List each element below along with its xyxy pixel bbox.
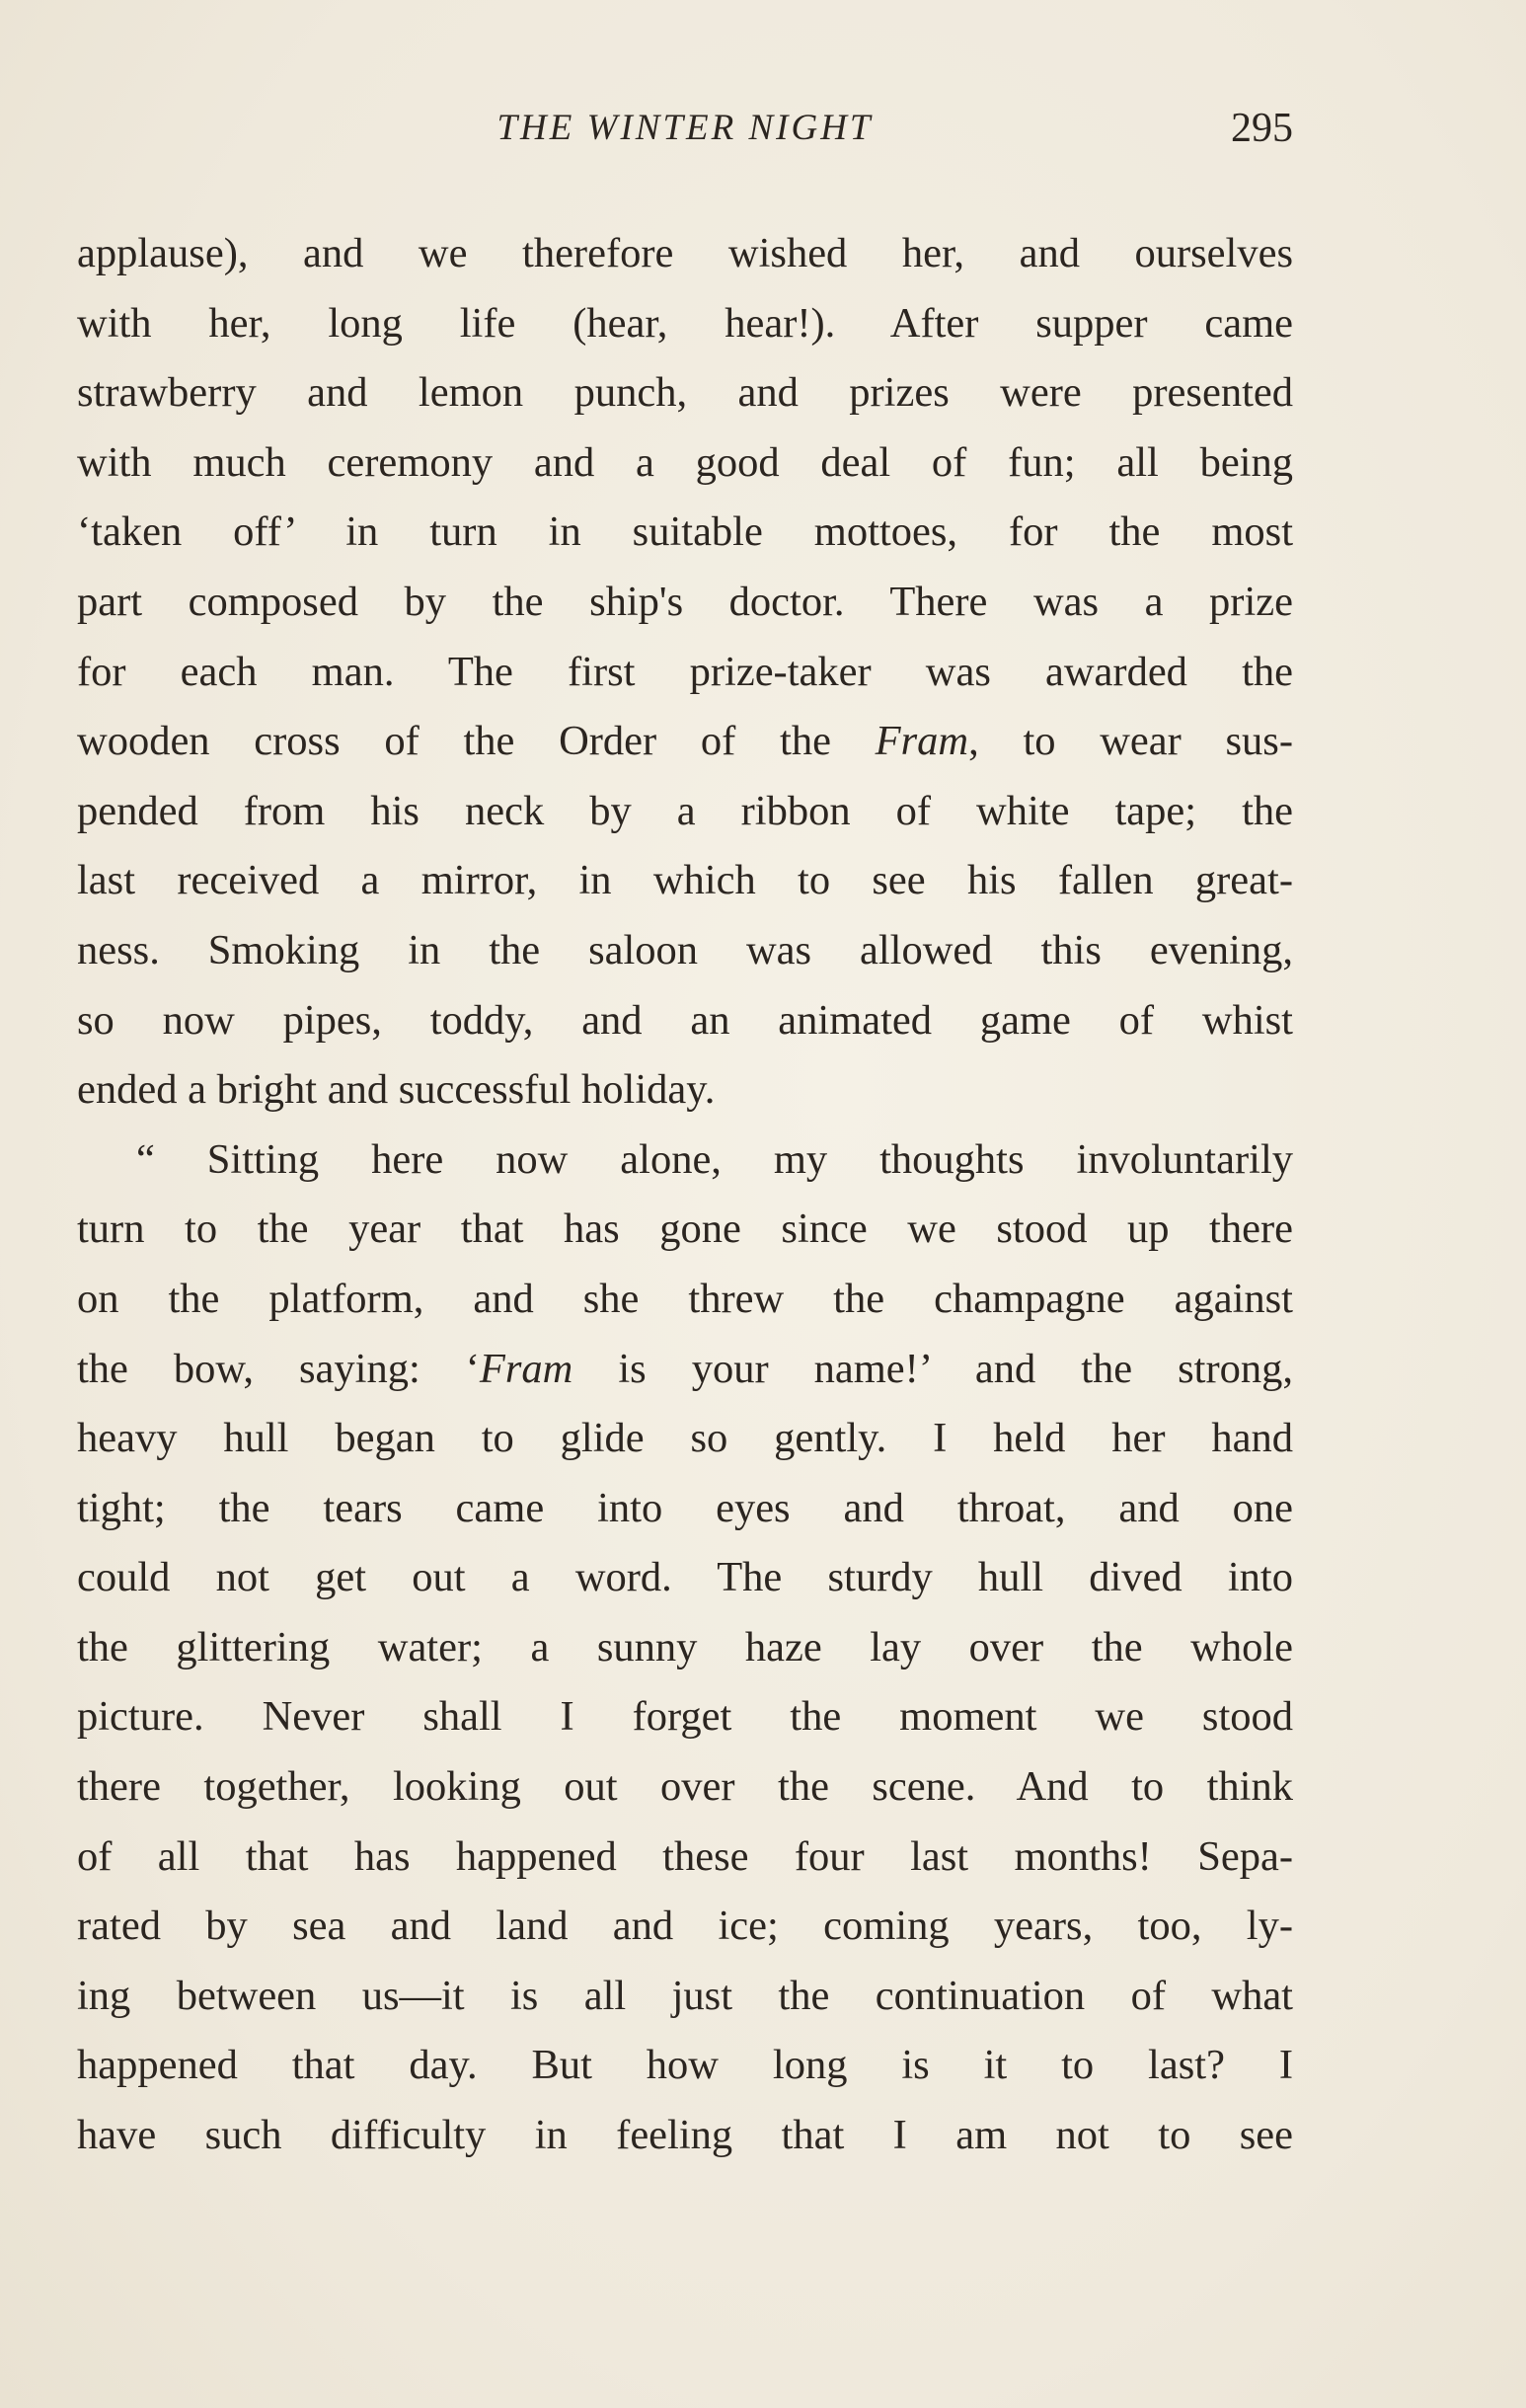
text-line — [77, 1335, 1293, 1405]
text-line: happened that day. But how long is it to last? I — [77, 2042, 1293, 2089]
text-line: applause), and we therefore wished her, and ourselves — [77, 230, 1293, 276]
text-line: pended from his neck by a ribbon of white tape; the — [77, 787, 1293, 834]
text-line — [77, 707, 1293, 777]
ship-name: Fram — [479, 1345, 573, 1392]
text-line: with her, long life (hear, hear!). After supper came — [77, 299, 1293, 347]
text-segment: is your name!’ and the strong, — [572, 1345, 1293, 1392]
text-line: have such difficulty in feeling that I am not to see — [77, 2112, 1293, 2159]
paragraph-end-line: ended a bright and successful holiday. — [77, 1066, 716, 1114]
text-line: could not get out a word. The sturdy hull dived into — [77, 1554, 1293, 1601]
paragraph-start-line: “ Sitting here now alone, my thoughts involuntarily — [136, 1135, 1293, 1183]
text-line: part composed by the ship's doctor. There was a prize — [77, 578, 1293, 625]
running-head — [77, 101, 1293, 156]
text-line: rated by sea and land and ice; coming years, too, ly- — [77, 1903, 1293, 1950]
text-line: ing between us—it is all just the continuation of what — [77, 1972, 1293, 2019]
text-line: turn to the year that has gone since we stood up there — [77, 1205, 1293, 1253]
text-line: heavy hull began to glide so gently. I held her hand — [77, 1415, 1293, 1462]
text-line: ‘taken off’ in turn in suitable mottoes, for the most — [77, 508, 1293, 556]
text-line: for each man. The first prize-taker was awarded the — [77, 648, 1293, 695]
text-line: there together, looking out over the scene. And to think — [77, 1763, 1293, 1811]
page-number: 295 — [1231, 106, 1293, 151]
text-line: on the platform, and she threw the champagne against — [77, 1275, 1293, 1322]
text-segment: wooden cross of the Order of the — [77, 718, 831, 765]
running-title: THE WINTER NIGHT — [496, 108, 874, 148]
ship-name: Fram — [875, 718, 969, 765]
text-line: picture. Never shall I forget the moment we stood — [77, 1693, 1293, 1741]
text-line: tight; the tears came into eyes and throat, and one — [77, 1484, 1293, 1531]
text-line: with much ceremony and a good deal of fun; all being — [77, 438, 1293, 486]
body-text — [77, 219, 1293, 2171]
text-line: so now pipes, toddy, and an animated game of whist — [77, 996, 1293, 1044]
text-line: of all that has happened these four last months! Sepa- — [77, 1832, 1293, 1880]
text-segment: , to wear sus- — [968, 718, 1293, 765]
text-line: ness. Smoking in the saloon was allowed this evening, — [77, 926, 1293, 973]
text-line: last received a mirror, in which to see his fallen great- — [77, 857, 1293, 904]
text-line: the glittering water; a sunny haze lay over the whole — [77, 1623, 1293, 1670]
text-segment: the bow, saying: ‘ — [77, 1345, 480, 1392]
text-line: strawberry and lemon punch, and prizes were presented — [77, 369, 1293, 417]
